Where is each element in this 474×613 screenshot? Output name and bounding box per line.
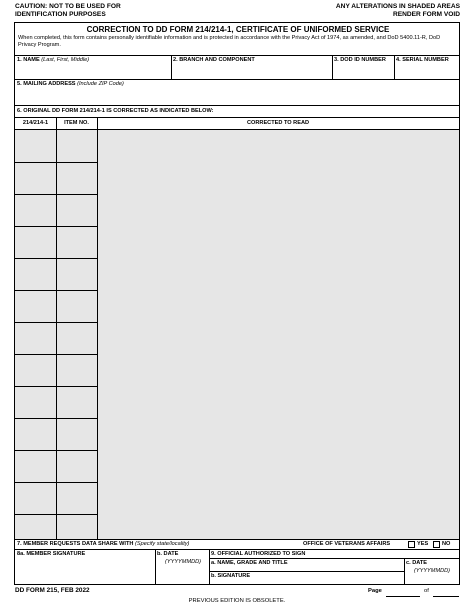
official-signature-label: b. SIGNATURE <box>211 573 251 579</box>
date-b-field[interactable] <box>157 567 207 584</box>
table-row-line <box>15 418 97 419</box>
divider-row8-top <box>15 549 459 550</box>
member-signature-field[interactable] <box>17 559 153 584</box>
caution-line-1: CAUTION: NOT TO BE USED FOR <box>15 3 121 10</box>
divider-v <box>56 117 57 539</box>
branch-label: 2. BRANCH AND COMPONENT <box>173 57 255 63</box>
alteration-notice <box>336 3 460 19</box>
name-label: 1. NAME (Last, First, Middle) <box>17 57 90 63</box>
page-total-line[interactable] <box>433 596 459 597</box>
form-title: CORRECTION TO DD FORM 214/214-1, CERTIFICATE OF UNIFORMED SERVICE <box>86 25 390 34</box>
date-c-field[interactable] <box>406 576 457 584</box>
col-header-214: 214/214-1 <box>22 120 49 126</box>
table-row-line <box>15 290 97 291</box>
name-field[interactable] <box>17 65 169 78</box>
yes-label: YES <box>417 541 429 547</box>
alteration-line-1: ANY ALTERATIONS IN SHADED AREAS <box>335 3 460 10</box>
of-label: of <box>424 588 429 594</box>
official-name-field[interactable] <box>211 567 402 571</box>
dodid-label: 3. DOD ID NUMBER <box>334 57 386 63</box>
col-header-item: ITEM NO. <box>64 120 89 126</box>
va-label: OFFICE OF VETERANS AFFAIRS <box>303 541 391 547</box>
shade-col-214 <box>15 130 56 539</box>
form-body <box>14 22 460 585</box>
date-c-label: c. DATE <box>406 560 428 566</box>
serial-field[interactable] <box>396 65 457 78</box>
alteration-line-2: RENDER FORM VOID <box>392 11 460 18</box>
divider-v <box>404 558 405 585</box>
divider-v <box>171 55 172 79</box>
corrected-text-area[interactable] <box>98 130 459 539</box>
obsolete-notice: PREVIOUS EDITION IS OBSOLETE. <box>188 598 286 604</box>
official-signature-field[interactable] <box>211 580 402 584</box>
divider-v <box>332 55 333 79</box>
table-row-line <box>15 514 97 515</box>
share-label: 7. MEMBER REQUESTS DATA SHARE WITH (Specify state/locality) <box>17 541 190 547</box>
divider-row6-top <box>15 105 459 106</box>
divider-row5-top <box>15 79 459 80</box>
privacy-notice: When completed, this form contains personally identifiable information and is protected in accordance with the Privacy Act of 1974, as amended, and DoD 5400.11-R, DoD Privacy Program. <box>18 35 441 48</box>
table-row-line <box>15 162 97 163</box>
page-number-line[interactable] <box>386 596 420 597</box>
yes-checkbox[interactable] <box>408 541 415 548</box>
serial-label: 4. SERIAL NUMBER <box>396 57 449 63</box>
member-signature-label: 8a. MEMBER SIGNATURE <box>17 551 86 557</box>
table-row-line <box>15 482 97 483</box>
divider-row7-top <box>15 539 459 540</box>
table-row-line <box>15 258 97 259</box>
corrected-label: 6. ORIGINAL DD FORM 214/214-1 IS CORRECTED AS INDICATED BELOW: <box>17 108 214 114</box>
form-number: DD FORM 215, FEB 2022 <box>15 587 90 594</box>
mailing-address-field[interactable] <box>17 89 457 103</box>
official-label: 9. OFFICIAL AUTHORIZED TO SIGN <box>211 551 306 557</box>
divider-official-sig <box>209 571 404 572</box>
table-row-line <box>15 354 97 355</box>
shade-col-item <box>57 130 97 539</box>
caution-notice <box>15 3 121 19</box>
table-row-line <box>15 194 97 195</box>
divider-v <box>394 55 395 79</box>
table-row-line <box>15 322 97 323</box>
date-b-hint: (YYYYMMDD) <box>165 559 202 565</box>
date-b-label: b. DATE <box>157 551 179 557</box>
date-c-hint: (YYYYMMDD) <box>414 568 451 574</box>
divider-col-header-top <box>15 117 459 118</box>
table-row-line <box>15 226 97 227</box>
divider-v <box>155 549 156 585</box>
no-label: NO <box>442 541 451 547</box>
official-name-label: a. NAME, GRADE AND TITLE <box>211 560 288 566</box>
caution-line-2: IDENTIFICATION PURPOSES <box>15 11 106 18</box>
branch-field[interactable] <box>173 65 330 78</box>
table-row-line <box>15 450 97 451</box>
divider-official-sub <box>209 558 459 559</box>
col-header-corrected: CORRECTED TO READ <box>246 120 310 126</box>
table-row-line <box>15 386 97 387</box>
divider-row1-top <box>15 55 459 56</box>
divider-v <box>209 549 210 585</box>
dodid-field[interactable] <box>334 65 392 78</box>
page-label: Page <box>368 588 382 594</box>
no-checkbox[interactable] <box>433 541 440 548</box>
mailing-label: 5. MAILING ADDRESS (Include ZIP Code) <box>17 81 124 87</box>
